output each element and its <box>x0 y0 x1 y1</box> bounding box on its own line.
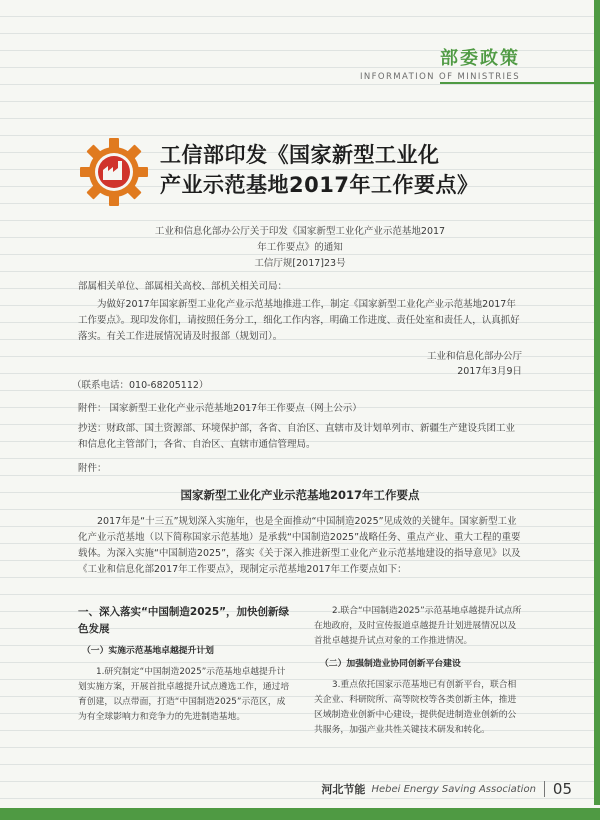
section-header <box>360 44 520 82</box>
notice-issuer-line-1: 工业和信息化部办公厅关于印发《国家新型工业化产业示范基地2017 <box>154 226 446 237</box>
gear-factory-logo-icon <box>80 138 148 206</box>
left-column <box>78 604 290 725</box>
footer-brand-en: Hebei Energy Saving Association <box>371 783 536 795</box>
section-rule <box>440 82 600 84</box>
left-paragraph: 1.研究制定“中国制造2025”示范基地卓越提升计划实施方案，开展首批卓越提升试点遴选工作，通过培育创建，以点带面，打造“中国制造2025”示范区，成为有全球影响力和竞争力的先进制造基地。 <box>78 667 290 722</box>
headline-line-2: 产业示范基地2017年工作要点》 <box>160 173 479 197</box>
page-number: 05 <box>552 780 572 798</box>
notice-cc: 抄送：财政部、国土资源部、环境保护部，各省、自治区、直辖市及计划单列市、新疆生产建设兵团工业和信息化主管部门，各省、自治区、直辖市通信管理局。 <box>78 423 516 450</box>
notice-phone: （联系电话：010-68205112） <box>72 380 209 391</box>
right-paragraph-2: 3.重点依托国家示范基地已有创新平台，联合相关企业、科研院所、高等院校等各类创新主体，推进区域制造业创新中心建设，提供促进制造业创新的公共服务，加强产业共性关键技术研发和转化。 <box>314 680 517 735</box>
section-subtitle: INFORMATION OF MINISTRIES <box>359 72 520 82</box>
right-column <box>314 604 524 738</box>
notice-attachment: 附件： 国家新型工业化产业示范基地2017年工作要点（网上公示） <box>78 403 362 414</box>
notice-signature: 工业和信息化部办公厅 <box>426 351 522 362</box>
notice-attachment-label: 附件： <box>78 463 107 474</box>
notice-doc-number: 工信厅规[2017]23号 <box>254 258 346 269</box>
footer-separator <box>544 781 545 797</box>
headline-line-1: 工信部印发《国家新型工业化 <box>160 143 440 167</box>
document-intro: 2017年是“十三五”规划深入实施年，也是全面推动“中国制造2025”见成效的关键年。国家新型工业化产业示范基地（以下简称国家示范基地）是承载“中国制造2025”战略任务、重点产业、重大工程的重要载体。为深入实施“中国制造2025”，落实《关于深入推进新型工业化产业示范基地建设的指导意见》以及《工业和信息化部2017年工作要点》，现制定示范基地2017年工作要点如下： <box>78 516 521 575</box>
footer <box>321 780 572 798</box>
notice-issuer-line-2: 年工作要点》的通知 <box>257 242 343 253</box>
document-title: 国家新型工业化产业示范基地2017年工作要点 <box>180 488 420 502</box>
section-title: 部委政策 <box>440 48 520 69</box>
left-heading: 一、深入落实“中国制造2025”，加快创新绿色发展 <box>78 606 290 635</box>
notice-date: 2017年3月9日 <box>457 366 522 377</box>
left-subheading: （一）实施示范基地卓越提升计划 <box>82 646 214 656</box>
bottom-accent-bar <box>0 808 600 820</box>
right-paragraph-1: 2.联合“中国制造2025”示范基地卓越提升试点所在地政府，及时宣传报道卓越提升计划进展情况以及首批卓越提升试点对象的工作推进情况。 <box>314 606 522 646</box>
right-subheading: （二）加强制造业协同创新平台建设 <box>320 659 461 669</box>
notice-body: 为做好2017年国家新型工业化产业示范基地推进工作，制定《国家新型工业化产业示范基地2017年工作要点》。现印发你们，请按照任务分工，细化工作内容，明确工作进度、责任处室和责任人，认真抓好落实。有关工作进展情况请及时报部（规划司）。 <box>78 299 520 342</box>
right-accent-bar <box>594 0 600 805</box>
footer-brand: 河北节能 <box>321 783 366 796</box>
notice-addressee: 部属相关单位、部属相关高校、部机关相关司局： <box>78 281 288 292</box>
headline <box>160 140 550 200</box>
